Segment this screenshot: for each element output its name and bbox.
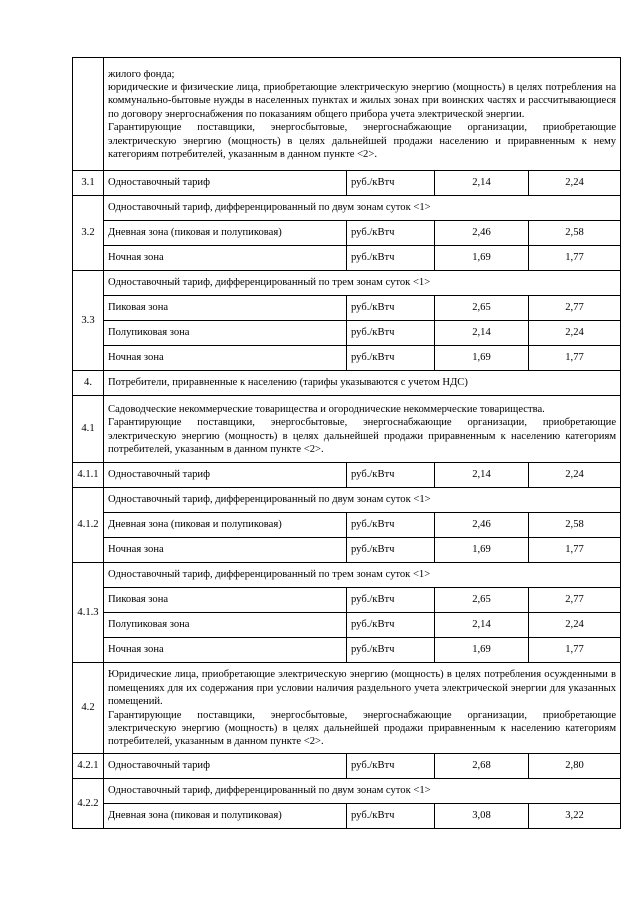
value-period-2: 2,24 xyxy=(529,321,621,346)
table-row xyxy=(73,488,621,513)
value-period-2: 1,77 xyxy=(529,346,621,371)
value-period-1: 2,14 xyxy=(435,613,529,638)
row-number: 4.1.2 xyxy=(73,488,104,563)
value-period-1: 1,69 xyxy=(435,538,529,563)
tariff-name: Полупиковая зона xyxy=(104,613,347,638)
table-row xyxy=(73,296,621,321)
table-row xyxy=(73,221,621,246)
tariff-document xyxy=(72,57,620,829)
value-period-2: 1,77 xyxy=(529,246,621,271)
tariff-name: Ночная зона xyxy=(104,246,347,271)
table-row xyxy=(73,663,621,754)
value-period-2: 1,77 xyxy=(529,638,621,663)
section-header: Одноставочный тариф, дифференцированный по двум зонам суток <1> xyxy=(104,196,621,221)
value-period-1: 2,65 xyxy=(435,588,529,613)
row-number: 4.1.3 xyxy=(73,563,104,663)
value-period-2: 2,77 xyxy=(529,588,621,613)
table-row xyxy=(73,396,621,463)
value-period-1: 2,46 xyxy=(435,221,529,246)
tariff-name: Дневная зона (пиковая и полупиковая) xyxy=(104,513,347,538)
row-number: 3.2 xyxy=(73,196,104,271)
row-number: 3.3 xyxy=(73,271,104,371)
table-row xyxy=(73,588,621,613)
section-header: Одноставочный тариф, дифференцированный по трем зонам суток <1> xyxy=(104,563,621,588)
table-row xyxy=(73,246,621,271)
section-header: Одноставочный тариф, дифференцированный по двум зонам суток <1> xyxy=(104,488,621,513)
unit-cell: руб./кВтч xyxy=(347,513,435,538)
tariff-name: Одноставочный тариф xyxy=(104,463,347,488)
table-row xyxy=(73,563,621,588)
tariff-name: Одноставочный тариф xyxy=(104,171,347,196)
value-period-1: 1,69 xyxy=(435,246,529,271)
value-period-1: 1,69 xyxy=(435,638,529,663)
value-period-2: 3,22 xyxy=(529,804,621,829)
tariff-name: Ночная зона xyxy=(104,346,347,371)
unit-cell: руб./кВтч xyxy=(347,588,435,613)
value-period-1: 2,14 xyxy=(435,463,529,488)
tariff-name: Ночная зона xyxy=(104,638,347,663)
row-number: 4.1.1 xyxy=(73,463,104,488)
tariff-table xyxy=(72,57,621,829)
table-row xyxy=(73,321,621,346)
value-period-2: 2,80 xyxy=(529,754,621,779)
category-description: жилого фонда; юридические и физические лица, приобретающие электрическую энергию (мощность) в целях потребления на коммунально-бытовые нужды в населенных пунктах и жилых зонах при воинских частях и рассчитывающиеся по договору энергоснабжения по показаниям общего прибора учета электрической энергии. Гарантирующие поставщики, энергосбытовые, энергоснабжающие организации, приобретающие электрическую энергию (мощность) в целях дальнейшей продажи населению и приравненным к нему категориям потребителей, указанным в данном пункте <2>. xyxy=(104,58,621,171)
value-period-1: 2,46 xyxy=(435,513,529,538)
tariff-name: Пиковая зона xyxy=(104,296,347,321)
section-header: Одноставочный тариф, дифференцированный по трем зонам суток <1> xyxy=(104,271,621,296)
table-row xyxy=(73,271,621,296)
unit-cell: руб./кВтч xyxy=(347,804,435,829)
row-number: 4. xyxy=(73,371,104,396)
unit-cell: руб./кВтч xyxy=(347,221,435,246)
section-header: Одноставочный тариф, дифференцированный по двум зонам суток <1> xyxy=(104,779,621,804)
value-period-2: 2,58 xyxy=(529,513,621,538)
table-row xyxy=(73,538,621,563)
table-row xyxy=(73,638,621,663)
row-number: 4.2 xyxy=(73,663,104,754)
category-description: Садоводческие некоммерческие товарищества и огороднические некоммерческие товарищества. Гарантирующие поставщики, энергосбытовые, энергоснабжающие организации, приобретающие электрическую энергию (мощность) в целях дальнейшей продажи приравненным к населению категориям потребителей, указанным в данном пункте <2>. xyxy=(104,396,621,463)
category-description: Юридические лица, приобретающие электрическую энергию (мощность) в целях потребления осужденными в помещениях для их содержания при условии наличия раздельного учета электрической энергии для указанных помещений. Гарантирующие поставщики, энергосбытовые, энергоснабжающие организации, приобретающие электрическую энергию (мощность) в целях дальнейшей продажи приравненным к населению категориям потребителей, указанным в данном пункте <2>. xyxy=(104,663,621,754)
unit-cell: руб./кВтч xyxy=(347,346,435,371)
unit-cell: руб./кВтч xyxy=(347,296,435,321)
value-period-1: 3,08 xyxy=(435,804,529,829)
table-row xyxy=(73,196,621,221)
value-period-1: 2,68 xyxy=(435,754,529,779)
unit-cell: руб./кВтч xyxy=(347,246,435,271)
row-number xyxy=(73,58,104,171)
row-number: 4.2.1 xyxy=(73,754,104,779)
value-period-2: 2,24 xyxy=(529,171,621,196)
unit-cell: руб./кВтч xyxy=(347,463,435,488)
table-row xyxy=(73,371,621,396)
unit-cell: руб./кВтч xyxy=(347,321,435,346)
tariff-name: Пиковая зона xyxy=(104,588,347,613)
table-row xyxy=(73,754,621,779)
value-period-2: 2,77 xyxy=(529,296,621,321)
value-period-2: 1,77 xyxy=(529,538,621,563)
table-row xyxy=(73,58,621,171)
row-number: 4.1 xyxy=(73,396,104,463)
table-row xyxy=(73,513,621,538)
unit-cell: руб./кВтч xyxy=(347,754,435,779)
value-period-1: 2,14 xyxy=(435,171,529,196)
value-period-2: 2,58 xyxy=(529,221,621,246)
value-period-1: 2,14 xyxy=(435,321,529,346)
value-period-1: 1,69 xyxy=(435,346,529,371)
row-number: 3.1 xyxy=(73,171,104,196)
row-number: 4.2.2 xyxy=(73,779,104,829)
section-header: Потребители, приравненные к населению (тарифы указываются с учетом НДС) xyxy=(104,371,621,396)
table-row xyxy=(73,463,621,488)
value-period-2: 2,24 xyxy=(529,463,621,488)
tariff-name: Дневная зона (пиковая и полупиковая) xyxy=(104,804,347,829)
value-period-1: 2,65 xyxy=(435,296,529,321)
unit-cell: руб./кВтч xyxy=(347,171,435,196)
table-row xyxy=(73,346,621,371)
table-row xyxy=(73,171,621,196)
tariff-name: Одноставочный тариф xyxy=(104,754,347,779)
table-row xyxy=(73,779,621,804)
table-row xyxy=(73,613,621,638)
unit-cell: руб./кВтч xyxy=(347,613,435,638)
tariff-name: Полупиковая зона xyxy=(104,321,347,346)
table-row xyxy=(73,804,621,829)
unit-cell: руб./кВтч xyxy=(347,538,435,563)
tariff-name: Дневная зона (пиковая и полупиковая) xyxy=(104,221,347,246)
value-period-2: 2,24 xyxy=(529,613,621,638)
tariff-name: Ночная зона xyxy=(104,538,347,563)
unit-cell: руб./кВтч xyxy=(347,638,435,663)
